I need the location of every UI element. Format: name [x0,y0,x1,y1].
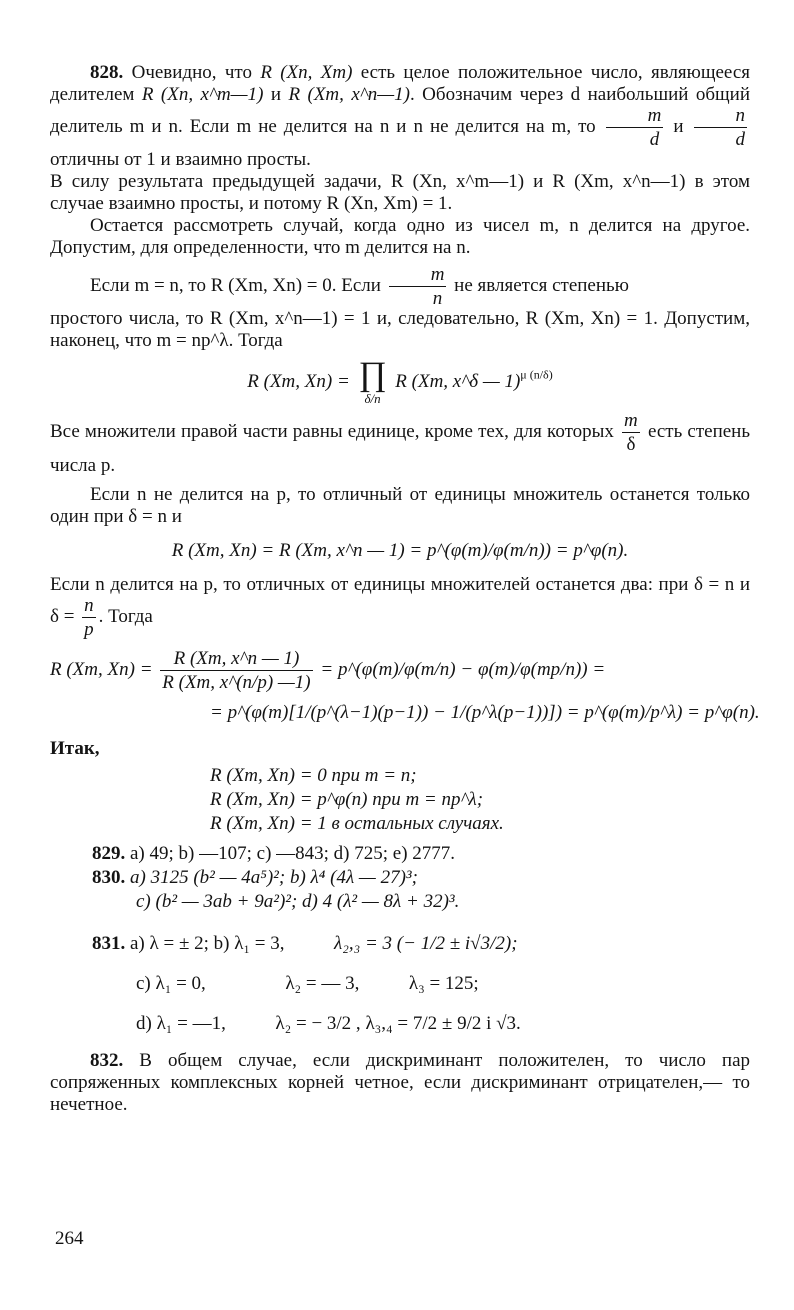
problem-828-para2: В силу результата предыдущей задачи, R (Xn, x^m—1) и R (Xm, x^n—1) в этом случае взаимно просты, и потому R (Xn, Xm) = 1. [50,171,750,214]
equation-two-factors-cont: = p^(φ(m)[1/(p^(λ−1)(p−1)) − 1/(p^λ(p−1))]) = p^(φ(m)/p^λ) = p^φ(n). [210,702,760,723]
product-symbol: ∏ δ/n [358,356,387,406]
problem-828-para1: 828. Очевидно, что R (Xn, Xm) есть целое положительное число, являющееся делителем R (Xn, x^m—1) и R (Xm, x^n—1). Обозначим через d наибольший общий делитель m и n. Если m не делится на n и n не делится на m, то $\frac{m}{d}$ и $\frac{n}{d}$ отличны от 1 и взаимно просты. [50,62,751,170]
page-number: 264 [55,1228,84,1249]
fraction-m-over-n: $\frac{m}{n}$ [389,265,447,308]
page-body [50,62,760,1116]
summary-row: R (Xm, Xn) = 1 в остальных случаях. [210,813,504,834]
problem-828-para5: простого числа, то R (Xm, x^n—1) = 1 и, следовательно, R (Xm, Xn) = 1. Допустим, наконец, что m = np^λ. Тогда [50,308,750,351]
problem-828-para6: Все множители правой части равны единице, кроме тех, для которых $\frac{m}{\delta}$ есть степень числа p. [50,410,751,476]
fraction-m-over-d: $\frac{m}{d}$ [606,106,664,149]
problem-832: 832. В общем случае, если дискриминант положителен, то число пар сопряженных комплексных корней четное, если дискриминант отрицателен,— то нечетное. [50,1050,751,1115]
problem-828-para4: Если m = n, то R (Xm, Xn) = 0. Если $\frac{m}{n}$ не является степенью [90,264,629,309]
problem-830: 830. a) 3125 (b² — 4a⁵)²; b) λ⁴ (4λ — 27)³; c) (b² — 3ab + 9a²)²; d) 4 (λ² — 8λ + 32)³. [92,867,460,912]
summary-row: R (Xm, Xn) = p^φ(n) при m = np^λ; [210,789,484,810]
itak-label: Итак, [50,738,100,759]
fraction-n-over-d: $\frac{n}{d}$ [694,106,748,149]
summary-row: R (Xm, Xn) = 0 при m = n; [210,765,417,786]
fraction-n-over-p: $\frac{n}{p}$ [84,595,94,640]
problem-828-para3: Остается рассмотреть случай, когда одно из чисел m, n делится на другое. Допустим, для определенности, что m делится на n. [50,215,750,258]
problem-829: 829. a) 49; b) —107; c) —843; d) 725; e) 2777. [92,843,456,864]
problem-828-number: 828. [90,62,124,83]
fraction-m-over-delta: $\frac{m}{\delta}$ [624,410,638,455]
problem-831: 831. a) λ = ± 2; b) λ₁ = 3, λ₂,₃ = 3 (− 1/2 ± i√3/2); c) λ₁ = 0, λ₂ = — 3, λ₃ = 125; d) λ₁ = —1, λ₂ = − 3/2 , λ₃,₄ = 7/2 ± 9/2 i √3. [92,933,521,1034]
summary-results [210,764,750,836]
fraction-resultants: $\frac{R (Xm, x\^{}n — 1)}{R (Xm, x\^{}(n/p) —1)}$ [162,648,311,693]
problem-828-para7: Если n не делится на p, то отличный от единицы множитель останется только один при δ = n и [50,484,750,527]
equation-product: R (Xm, Xn) = ∏ δ/n R (Xm, x^δ — 1)$^{\mu (n/\delta)}$ [247,356,553,406]
equation-single-factor: R (Xm, Xn) = R (Xm, x^n — 1) = p^(φ(m)/φ(m/n)) = p^φ(n). [171,540,629,561]
equation-two-factors: R (Xm, Xn) = $\frac{R (Xm, x\^{}n — 1)}{R (Xm, x\^{}(n/p) —1)}$ = p^(φ(m)/φ(m/n) − φ(m)/φ(mp/n)) = [50,648,606,693]
problem-828-para8: Если n делится на p, то отличных от единицы множителей останется два: при δ = n и δ = $\frac{n}{p}$ . Тогда [50,574,750,640]
